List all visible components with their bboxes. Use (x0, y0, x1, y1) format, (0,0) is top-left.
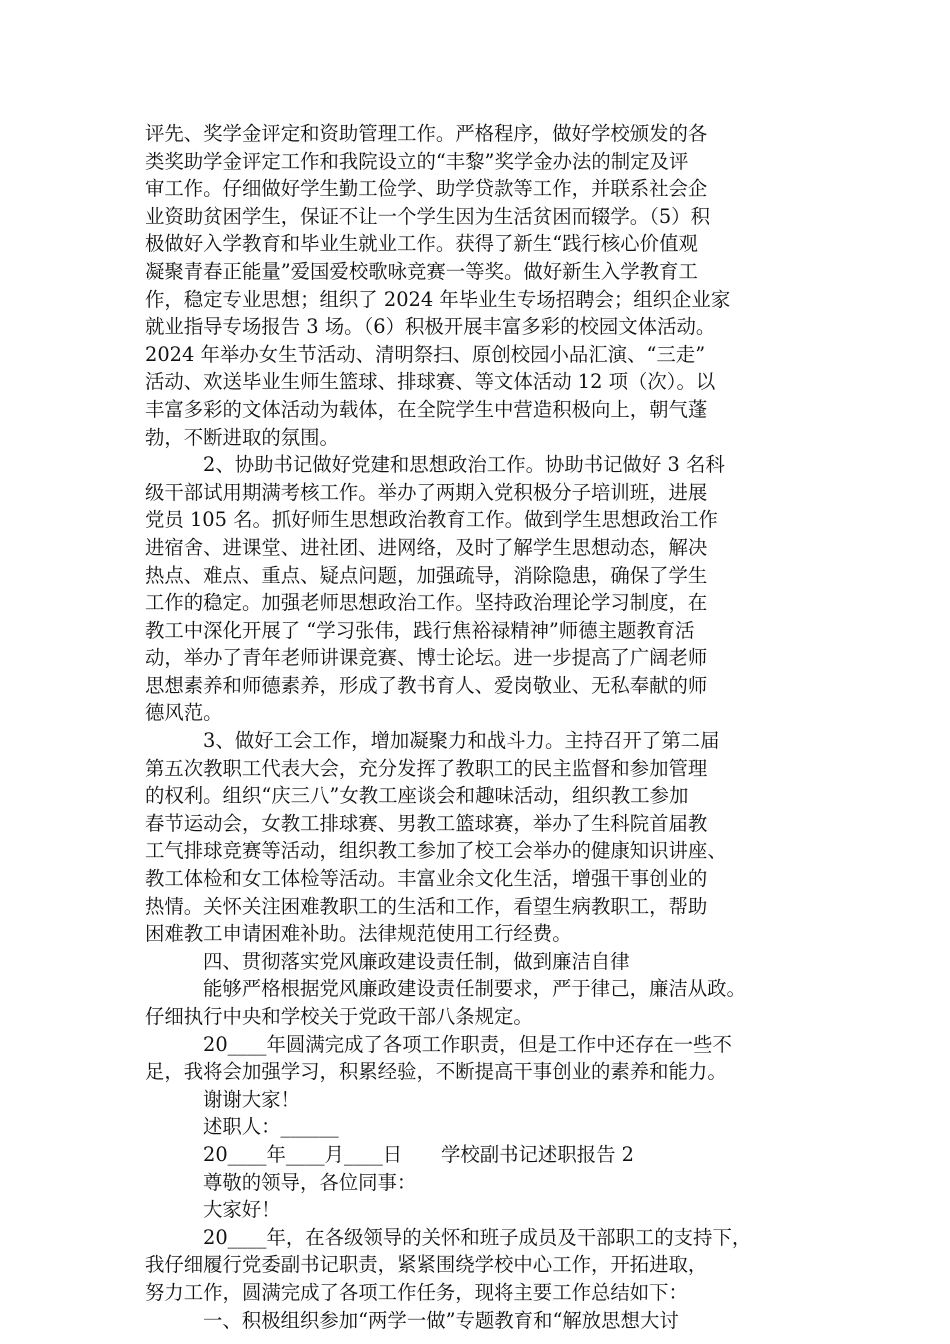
text-line: 活动、欢送毕业生师生篮球、排球赛、等文体活动 12 项（次）。以 (145, 370, 716, 394)
text-line: 教工中深化开展了 “学习张伟，践行焦裕禄精神”师德主题教育活 (145, 618, 695, 642)
text-line: 勃，不断进取的氛围。 (145, 425, 339, 449)
text-line: 的权利。组织“庆三八”女教工座谈会和趣味活动，组织教工参加 (145, 784, 689, 808)
text-line: 极做好入学教育和毕业生就业工作。获得了新生“践行核心价值观 (145, 232, 698, 256)
text-line: 业资助贫困学生，保证不让一个学生因为生活贫困而辍学。（5）积 (145, 204, 710, 228)
text-line: 2、协助书记做好党建和思想政治工作。协助书记做好 3 名科 (203, 453, 725, 477)
text-line: 20____年，在各级领导的关怀和班子成员及干部职工的支持下， (203, 1225, 752, 1249)
text-line: 热点、难点、重点、疑点问题，加强疏导，消除隐患，确保了学生 (145, 563, 708, 587)
text-line: 20____年____月____日 学校副书记述职报告 2 (203, 1142, 634, 1166)
text-line: 谢谢大家！ (203, 1087, 300, 1111)
text-line: 类奖助学金评定工作和我院设立的“丰黎”奖学金办法的制定及评 (145, 149, 689, 173)
text-line: 能够严格根据党风廉政建设责任制要求，严于律己，廉洁从政。 (203, 977, 746, 1001)
text-line: 3、做好工会工作，增加凝聚力和战斗力。主持召开了第二届 (203, 729, 720, 753)
text-line: 思想素养和师德素养，形成了教书育人、爱岗敬业、无私奉献的师 (145, 673, 708, 697)
text-line: 20____年圆满完成了各项工作职责，但是工作中还存在一些不 (203, 1032, 732, 1056)
text-line: 我仔细履行党委副书记职责，紧紧围绕学校中心工作，开拓进取， (145, 1253, 708, 1277)
text-line: 评先、奖学金评定和资助管理工作。严格程序，做好学校颁发的各 (145, 122, 708, 145)
text-line: 作，稳定专业思想；组织了 2024 年毕业生专场招聘会；组织企业家 (145, 287, 731, 311)
text-line: 第五次教职工代表大会，充分发挥了教职工的民主监督和参加管理 (145, 756, 708, 780)
text-line: 春节运动会，女教工排球赛、男教工篮球赛，举办了生科院首届教 (145, 811, 708, 835)
document-page (145, 120, 835, 1334)
text-line: 审工作。仔细做好学生勤工俭学、助学贷款等工作，并联系社会企 (145, 177, 708, 201)
text-line: 德风范。 (145, 701, 223, 725)
text-line: 进宿舍、进课堂、进社团、进网络，及时了解学生思想动态，解决 (145, 535, 708, 559)
text-line: 凝聚青春正能量”爱国爱校歌咏竞赛一等奖。做好新生入学教育工 (145, 259, 698, 283)
text-line: 工作的稳定。加强老师思想政治工作。坚持政治理论学习制度，在 (145, 591, 708, 615)
text-line: 大家好！ (203, 1198, 281, 1222)
text-line: 级干部试用期满考核工作。举办了两期入党积极分子培训班，进展 (145, 480, 708, 504)
text-line: 工气排球竞赛等活动，组织教工参加了校工会举办的健康知识讲座、 (145, 839, 727, 863)
text-line: 仔细执行中央和学校关于党政干部八条规定。 (145, 1005, 533, 1028)
text-line: 尊敬的领导，各位同事： (203, 1170, 417, 1194)
text-line: 努力工作，圆满完成了各项工作任务，现将主要工作总结如下： (145, 1280, 688, 1304)
text-line: 丰富多彩的文体活动为载体，在全院学生中营造积极向上，朝气蓬 (145, 397, 708, 421)
text-line: 2024 年举办女生节活动、清明祭扫、原创校园小品汇演、“三走” (145, 342, 706, 366)
text-line: 党员 105 名。抓好师生思想政治教育工作。做到学生思想政治工作 (145, 508, 718, 532)
text-line: 足，我将会加强学习，积累经验，不断提高干事创业的素养和能力。 (145, 1060, 727, 1084)
text-line: 教工体检和女工体检等活动。丰富业余文化生活，增强干事创业的 (145, 867, 708, 891)
text-line: 就业指导专场报告 3 场。（6）积极开展丰富多彩的校园文体活动。 (145, 315, 716, 339)
text-line: 困难教工申请困难补助。法律规范使用工行经费。 (145, 922, 572, 946)
text-line: 动，举办了青年老师讲课竞赛、博士论坛。进一步提高了广阔老师 (145, 646, 708, 670)
text-line: 一、积极组织参加“两学一做”专题教育和“解放思想大讨 (203, 1308, 679, 1332)
text-line: 述职人：______ (203, 1115, 339, 1139)
text-line: 四、贯彻落实党风廉政建设责任制，做到廉洁自律 (203, 949, 630, 973)
text-line: 热情。关怀关注困难教职工的生活和工作，看望生病教职工，帮助 (145, 894, 708, 918)
